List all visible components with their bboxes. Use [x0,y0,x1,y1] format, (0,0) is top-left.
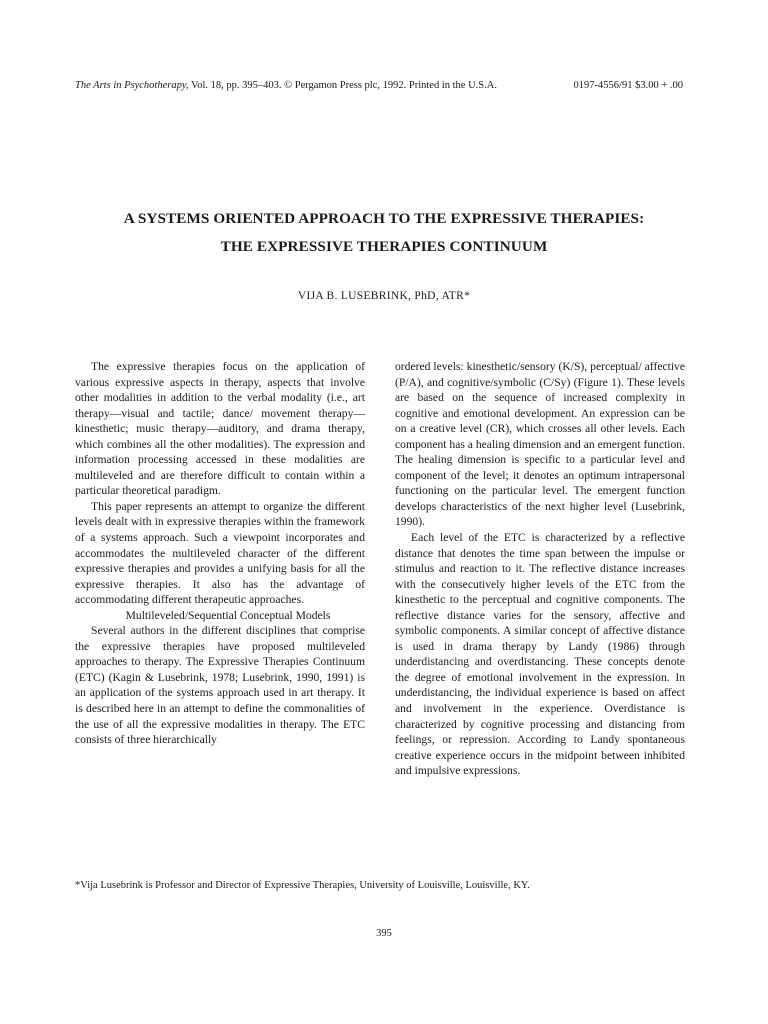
paragraph: Several authors in the different disciplines that comprise the expressive therapies have proposed multileveled approaches to therapy. The Expressive Therapies Continuum (ETC) (Kagin & Lusebrink, 1978; Lusebrink, 1990, 1991) is an application of the systems approach used in art therapy. It is described here in an attempt to define the commonalities of the use of all the expressive modalities in therapy. The ETC consists of three hierarchically [75,624,365,747]
page-number: 395 [376,928,392,939]
journal-citation [75,80,497,91]
paragraph: ordered levels: kinesthetic/sensory (K/S), perceptual/ affective (P/A), and cognitive/symbolic (C/Sy) (Figure 1). These levels are based on the sequence of increased complexity in cognitive and emotional development. An expression can be on a creative level (CR), which crosses all other levels. Each component has a healing dimension and an emergent function. The healing dimension is specific to a particular level and component of the level; it denotes an optimum intrapersonal functioning on the particular level. The emergent function develops characteristics of the next higher level (Lusebrink, 1990). [395,360,685,529]
title-line-2: THE EXPRESSIVE THERAPIES CONTINUUM [220,238,548,255]
article-title [60,205,708,261]
left-column [75,359,365,748]
article-code: 0197-4556/91 $3.00 + .00 [573,80,683,91]
running-header [75,80,683,91]
paragraph: This paper represents an attempt to organize the different levels dealt with in expressive therapies within the framework of a systems approach. Such a viewpoint incorporates and accommodates the multileveled character of the different expressive therapies and provides a unifying basis for all the expressive therapies. It also has the advantage of accommodating different therapeutic approaches. [75,499,365,607]
paragraph: The expressive therapies focus on the application of various expressive aspects in therapy, aspects that involve other modalities in addition to the verbal modality (i.e., art therapy—visual and tactile; dance/ movement therapy—kinesthetic; music therapy—auditory, and drama therapy, which combines all the other modalities). The expression and information processing accessed in these modalities are multileveled and are therefore difficult to contain within a particular theoretical paradigm. [75,360,365,498]
author-footnote: *Vija Lusebrink is Professor and Director of Expressive Therapies, University of Louisville, Louisville, KY. [75,880,530,891]
paragraph: Each level of the ETC is characterized by a reflective distance that denotes the time span between the impulse or stimulus and reaction to it. The reflective distance increases with the consecutively higher levels of the ETC from the kinesthetic to the perceptual and cognitive components. The reflective distance varies for the sensory, affective and symbolic components. A similar concept of affective distance is used in drama therapy by Landy (1986) through underdistancing and overdistancing. These concepts denote the degree of emotional involvement in the expression. In underdistancing, the individual experience is based on affect and involvement in the experience. Overdistance is characterized by cognitive processing and distancing from feelings, or repression. According to Landy spontaneous creative experience occurs in the midpoint between inhibited and impulsive expressions. [395,531,685,778]
citation-details: Vol. 18, pp. 395–403. © Pergamon Press plc, 1992. Printed in the U.S.A. [188,80,497,91]
author-line: VIJA B. LUSEBRINK, PhD, ATR* [297,290,471,302]
journal-name: The Arts in Psychotherapy, [75,80,189,91]
right-column [395,359,685,779]
title-line-1: A SYSTEMS ORIENTED APPROACH TO THE EXPRESSIVE THERAPIES: [123,210,645,227]
section-heading: Multileveled/Sequential Conceptual Models [125,608,331,622]
